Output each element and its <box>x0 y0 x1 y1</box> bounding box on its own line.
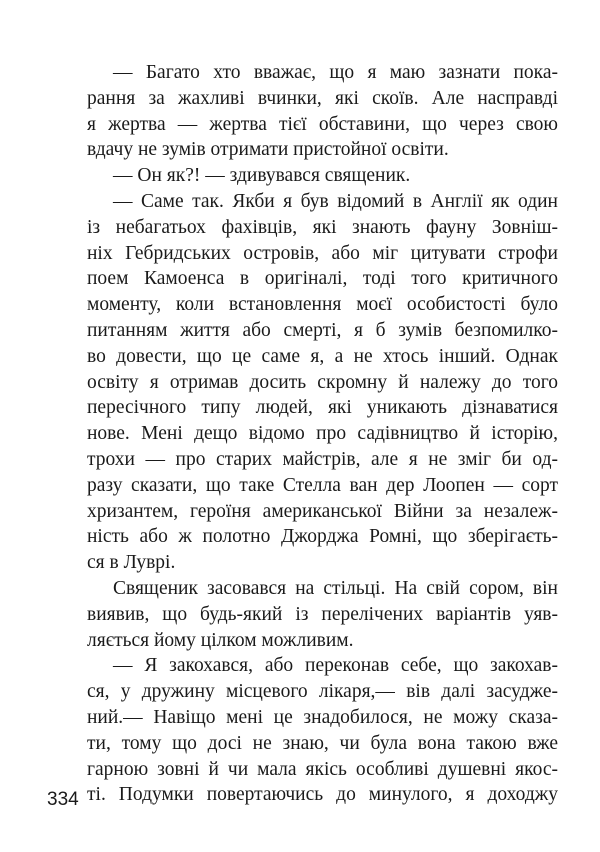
text-line: освіту я отримав досить скромну й належу до того <box>87 371 558 393</box>
text-line: гарною зовні й чи мала якісь особливі душевні якос- <box>87 758 558 780</box>
text-line: виявив, що будь-який із перелічених варіантів уяв- <box>87 603 558 625</box>
text-line: хризантем, героїня американської Війни за незалеж- <box>87 500 558 522</box>
text-line: ний.— Навіщо мені це знадобилося, не можу сказа- <box>87 706 558 728</box>
text-line: моменту, коли встановлення моєї особистості було <box>87 294 558 316</box>
text-line: — Он як?! — здивувався священик. <box>113 165 411 187</box>
text-line: ся в Луврі. <box>87 552 176 574</box>
text-line: — Багато хто вважає, що я маю зазнати пока- <box>113 62 558 83</box>
text-line: во довести, що це саме я, а не хтось інший. Однак <box>87 345 558 367</box>
text-line: разу сказати, що таке Стелла ван дер Лоопен — сорт <box>87 474 558 496</box>
text-line: Священик засовався на стільці. На свій сором, він <box>113 577 558 599</box>
page-number: 334 <box>47 789 79 810</box>
text-line: поем Камоенса в оригіналі, тоді того критичного <box>87 268 558 290</box>
text-line: пересічного типу людей, які уникають дізнаватися <box>87 397 558 419</box>
text-line: ність або ж полотно Джорджа Ромні, що зберігаєть- <box>87 526 558 548</box>
text-line: ніх Гебридських островів, або міг цитувати строфи <box>87 242 558 264</box>
text-line: рання за жахливі вчинки, які скоїв. Але насправді <box>87 87 558 109</box>
text-line: ті. Подумки повертаючись до минулого, я доходжу <box>87 784 558 806</box>
text-line: ляється йому цілком можливим. <box>87 629 354 651</box>
text-line: питанням життя або смерті, я б зумів безпомилко- <box>87 319 558 341</box>
text-line: нове. Мені дещо відомо про садівництво й історію, <box>87 423 558 445</box>
text-line: ся, у дружину місцевого лікаря,— вів далі засудже- <box>87 681 558 703</box>
text-line: трохи — про старих майстрів, але я не зміг би од- <box>87 448 558 470</box>
text-line: — Саме так. Якби я був відомий в Англії як один <box>113 190 558 212</box>
text-line: вдачу не зумів отримати пристойної освіти. <box>87 139 449 161</box>
text-line: — Я закохався, або переконав себе, що закохав- <box>113 655 558 677</box>
body-text <box>87 60 558 808</box>
text-line: ти, тому що досі не знаю, чи була вона такою вже <box>87 732 558 754</box>
text-line: із небагатьох фахівців, які знають фауну Зовніш- <box>87 216 558 238</box>
text-line: я жертва — жертва тієї обставини, що через свою <box>87 113 558 135</box>
